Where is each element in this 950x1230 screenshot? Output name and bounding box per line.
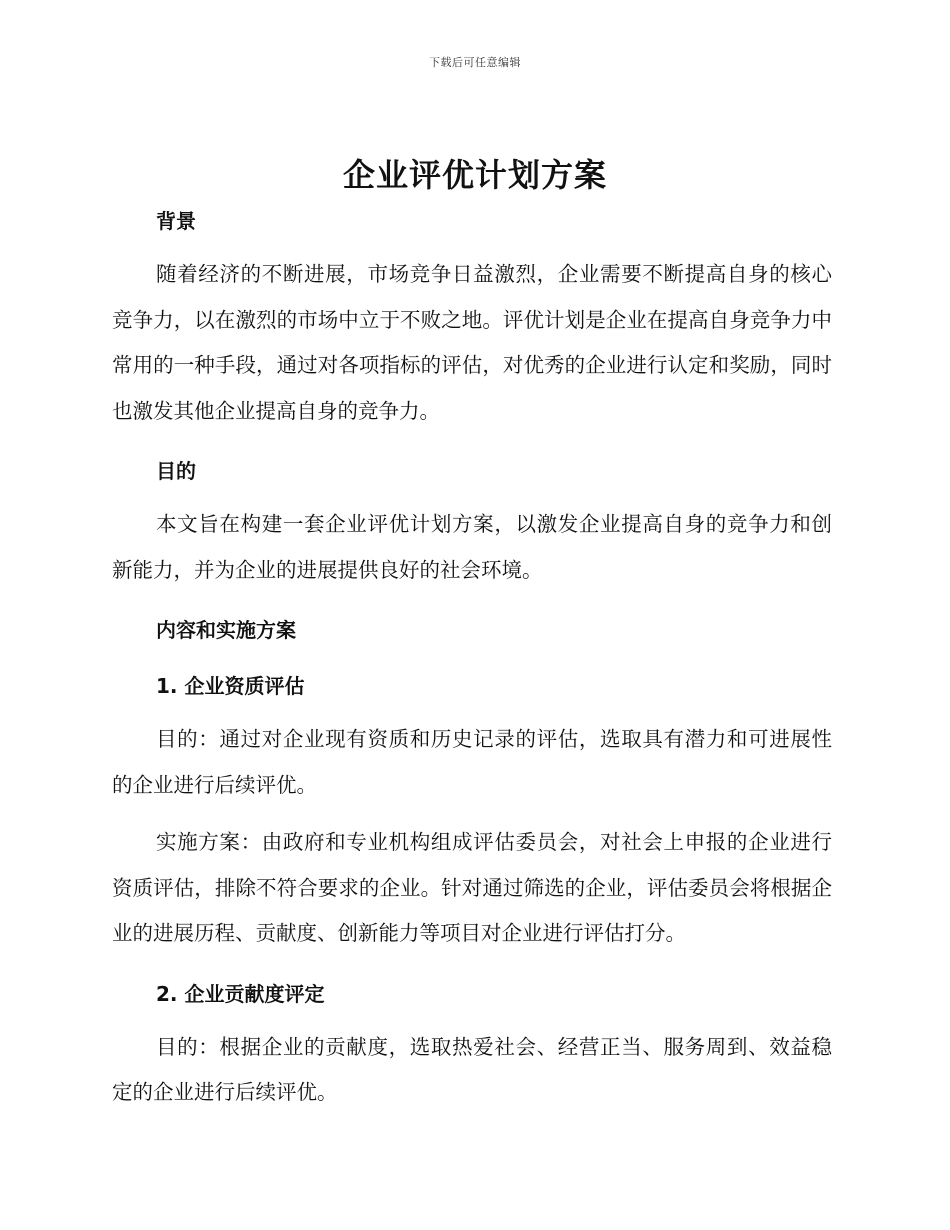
item2-heading: 2. 企业贡献度评定 bbox=[156, 981, 325, 1006]
header-note: 下载后可任意编辑 bbox=[429, 56, 521, 69]
purpose-heading: 目的 bbox=[156, 459, 196, 483]
item1-plan-paragraph: 实施方案：由政府和专业机构组成评估委员会，对社会上申报的企业进行资质评估，排除不符合要求的企业。针对通过筛选的企业，评估委员会将根据企业的进展历程、贡献度、创新能力等项目对企业进行评估打分。 bbox=[112, 830, 832, 945]
document-body bbox=[112, 202, 832, 1116]
background-paragraph: 随着经济的不断进展，市场竞争日益激烈，企业需要不断提高自身的核心竞争力，以在激烈的市场中立于不败之地。评优计划是企业在提高自身竞争力中常用的一种手段，通过对各项指标的评估，对优秀的企业进行认定和奖励，同时也激发其他企业提高自身的竞争力。 bbox=[112, 262, 832, 423]
item1-heading: 1. 企业资质评估 bbox=[156, 674, 305, 698]
background-heading: 背景 bbox=[156, 209, 196, 233]
item1-goal-paragraph: 目的：通过对企业现有资质和历史记录的评估，选取具有潜力和可进展性的企业进行后续评优。 bbox=[112, 727, 832, 797]
purpose-paragraph: 本文旨在构建一套企业评优计划方案，以激发企业提高自身的竞争力和创新能力，并为企业的进展提供良好的社会环境。 bbox=[112, 512, 832, 582]
document-title: 企业评优计划方案 bbox=[342, 156, 607, 194]
item2-goal-paragraph: 目的：根据企业的贡献度，选取热爱社会、经营正当、服务周到、效益稳定的企业进行后续评优。 bbox=[112, 1034, 832, 1104]
content-heading: 内容和实施方案 bbox=[156, 618, 296, 642]
